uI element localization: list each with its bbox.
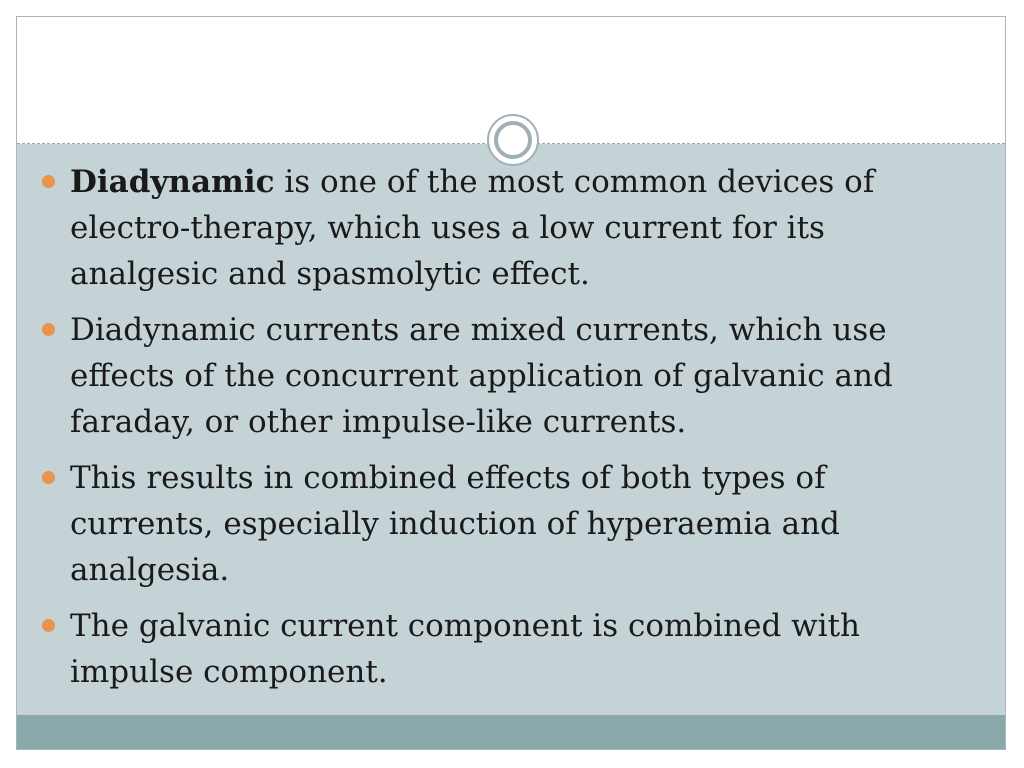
bullet-text: is one of the most common devices of electro-therapy, which uses a low current for its analgesic and spasmolytic effect. (70, 164, 875, 292)
bullet-dot-icon (42, 471, 55, 484)
bullet-item (39, 307, 959, 445)
bullet-text: This results in combined effects of both types of currents, especially induction of hyperaemia and analgesia. (70, 460, 840, 588)
circle-ornament-inner (494, 121, 532, 159)
slide (16, 16, 1006, 750)
bullet-dot-icon (42, 175, 55, 188)
bullet-dot-icon (42, 619, 55, 632)
bullet-item (39, 455, 959, 593)
footer-bar (17, 715, 1005, 749)
bullet-text: The galvanic current component is combined with impulse component. (70, 608, 861, 690)
bullet-text: Diadynamic currents are mixed currents, which use effects of the concurrent application of galvanic and faraday, or other impulse-like currents. (70, 312, 893, 440)
bullet-item (39, 603, 959, 695)
bullet-lead-bold: Diadynamic (70, 164, 275, 200)
bullet-dot-icon (42, 323, 55, 336)
bullet-item (39, 159, 959, 297)
bullet-list (39, 159, 959, 705)
